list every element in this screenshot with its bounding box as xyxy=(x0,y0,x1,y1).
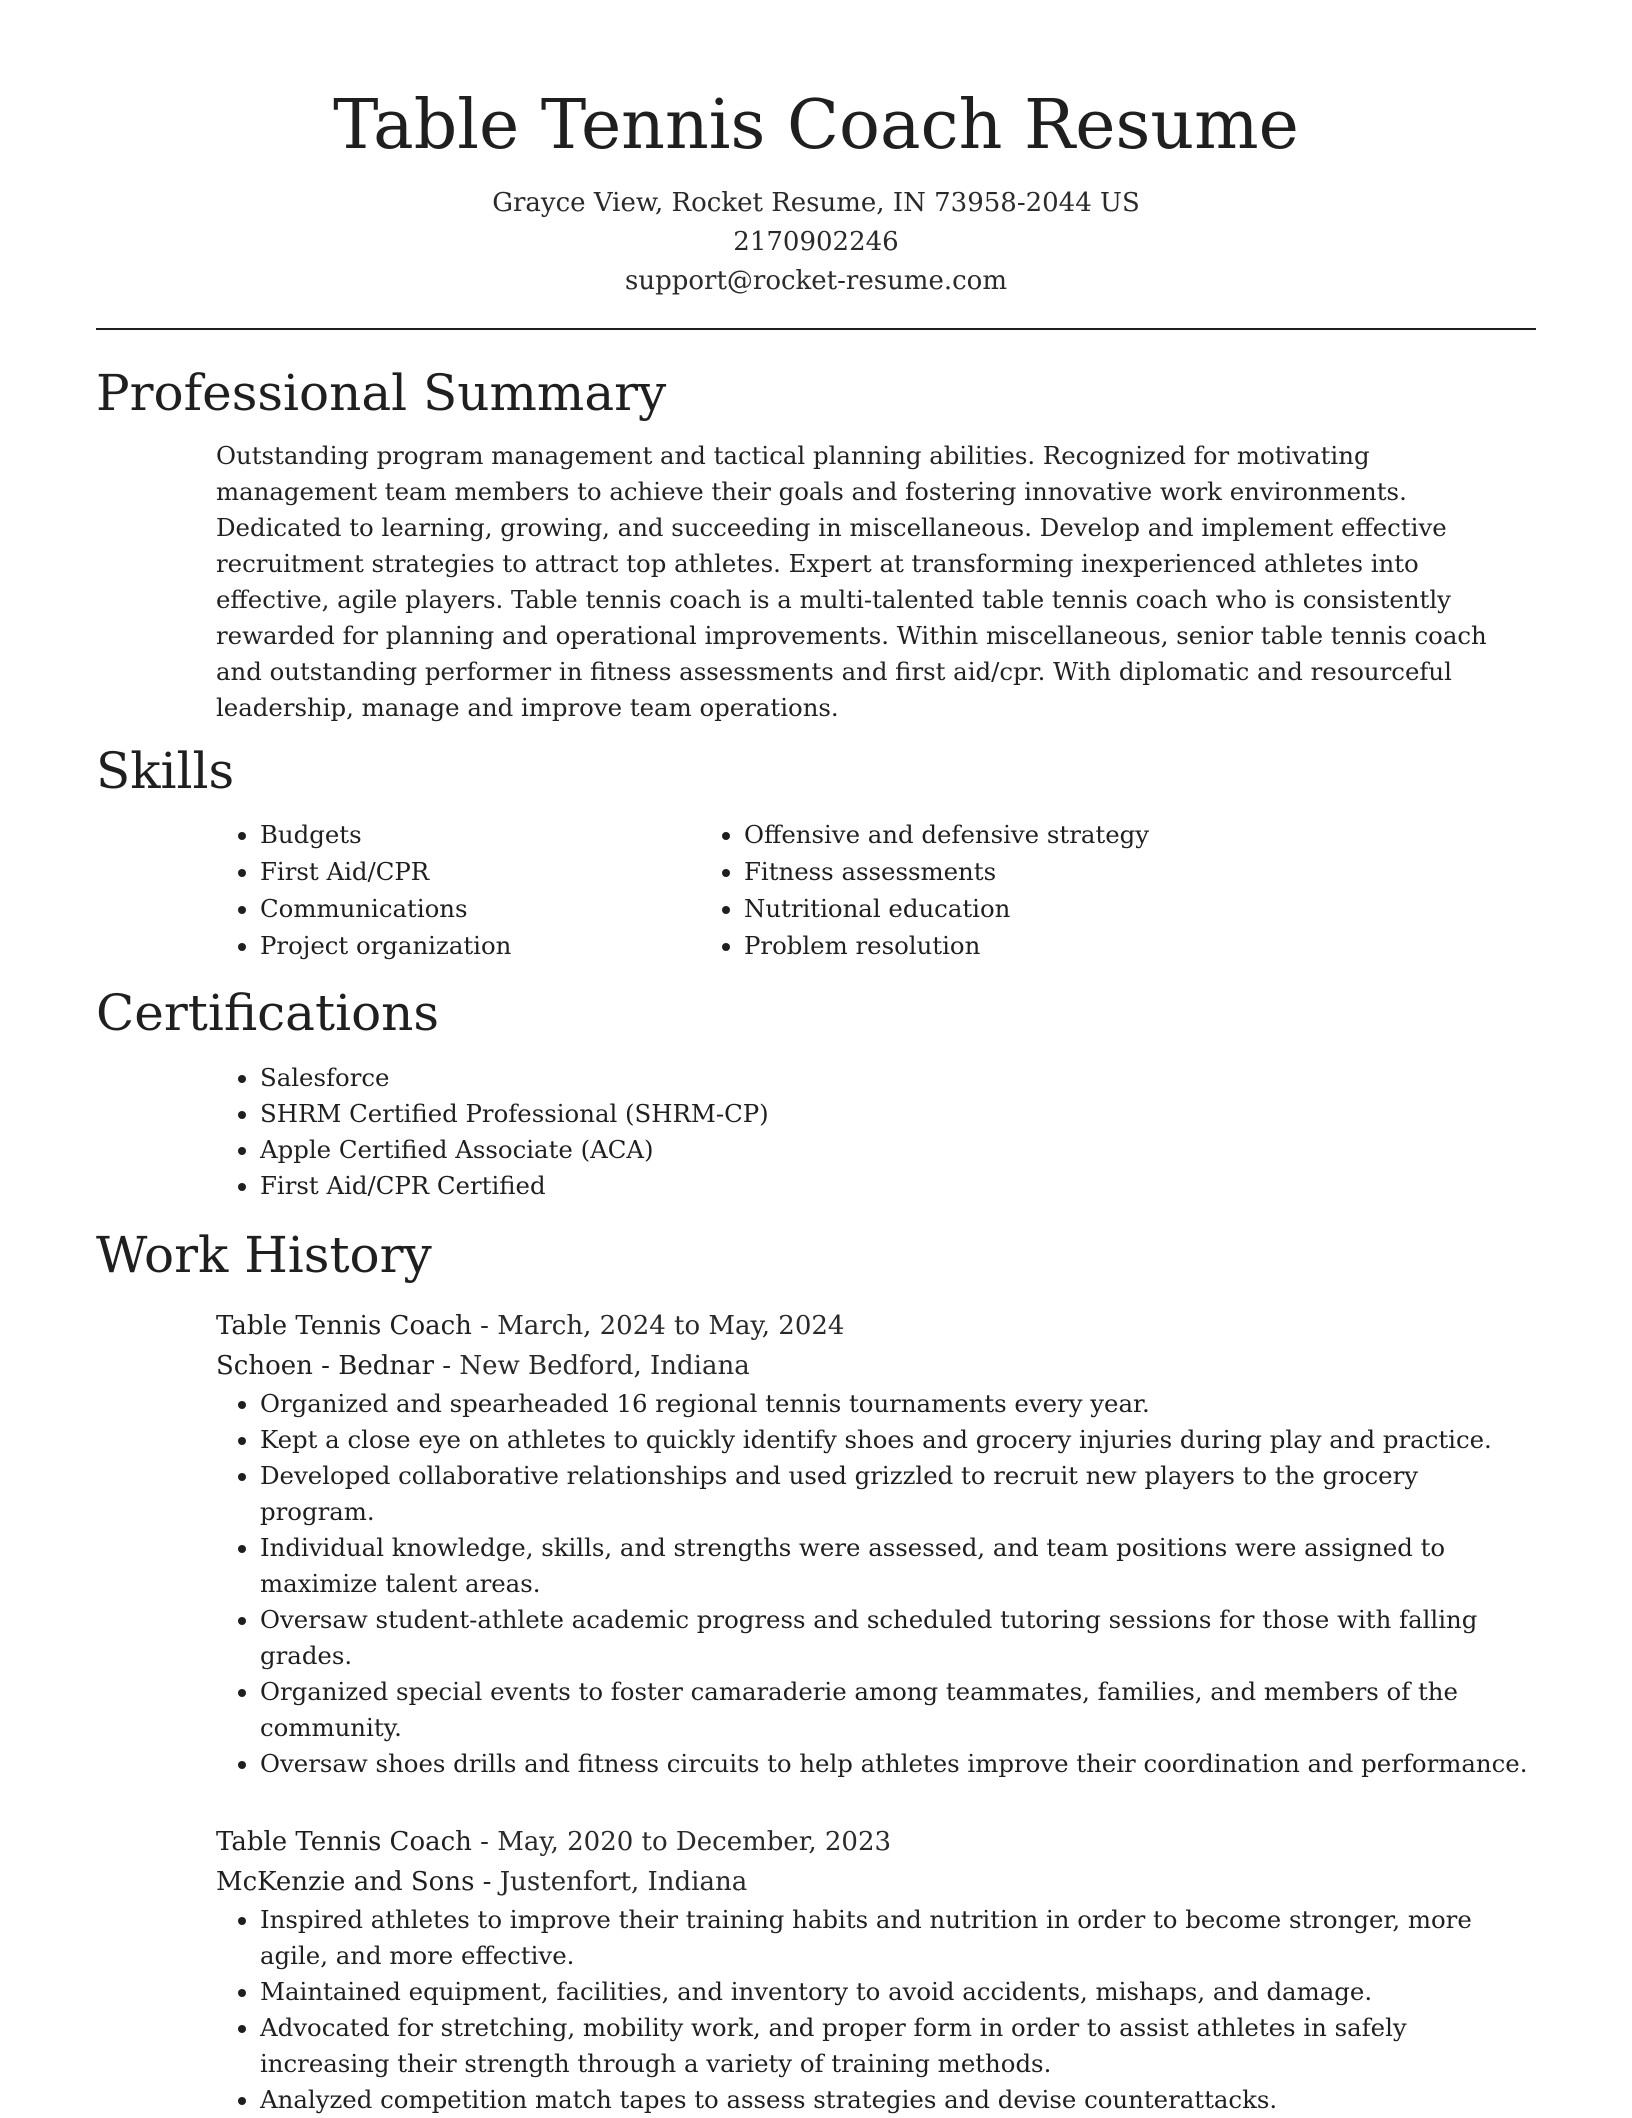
contact-address: Grayce View, Rocket Resume, IN 73958-2044 US xyxy=(492,188,1140,218)
job-header xyxy=(216,1306,1536,1386)
summary-text: Outstanding program management and tactical planning abilities. Recognized for motivating management team members to achieve their goals and fostering innovative work environments. Dedicated to learning, growing, and succeeding in miscellaneous. Develop and implement effective recruitment strategies to attract top athletes. Expert at transforming inexperienced athletes into effective, agile players. Table tennis coach is a multi-talented table tennis coach who is consistently rewarded for planning and operational improvements. Within miscellaneous, senior table tennis coach and outstanding performer in fitness assessments and first aid/cpr. With diplomatic and resourceful leadership, manage and improve team operations. xyxy=(216,441,1487,722)
certifications-list xyxy=(96,1060,1536,1204)
job-bullet: • Developed collaborative relationships and used grizzled to recruit new players to the grocery program. xyxy=(260,1458,1536,1530)
certification-item: • Salesforce xyxy=(260,1060,1536,1096)
job-bullet: • Inspired athletes to improve their training habits and nutrition in order to become stronger, more agile, and more effective. xyxy=(260,1902,1536,1974)
job-company-line xyxy=(216,1346,1536,1386)
contact-block xyxy=(96,184,1536,301)
skill-item: • Problem resolution xyxy=(744,927,1264,964)
header-divider xyxy=(96,328,1536,330)
job-bullets xyxy=(96,1902,1536,2118)
skill-item: • Nutritional education xyxy=(744,890,1264,927)
job-title: Table Tennis Coach xyxy=(216,1311,472,1341)
certification-item: • Apple Certified Associate (ACA) xyxy=(260,1132,1536,1168)
skills-list-left xyxy=(96,816,744,964)
skills-list-right xyxy=(744,816,1264,964)
skills-grid xyxy=(96,816,1536,964)
job-bullet: • Organized special events to foster camaraderie among teammates, families, and members of the community. xyxy=(260,1674,1536,1746)
job-bullet: • Oversaw shoes drills and fitness circuits to help athletes improve their coordination and performance. xyxy=(260,1746,1536,1782)
skill-item: • Communications xyxy=(260,890,744,927)
certifications-heading: Certifications xyxy=(96,984,440,1042)
work-history-section xyxy=(96,1224,1536,2118)
job-title-line xyxy=(216,1306,1536,1346)
skills-heading: Skills xyxy=(96,742,235,800)
job-dates: - May, 2020 to December, 2023 xyxy=(471,1827,892,1857)
job-bullet: • Kept a close eye on athletes to quickly identify shoes and grocery injuries during play and practice. xyxy=(260,1422,1536,1458)
skill-item: • First Aid/CPR xyxy=(260,853,744,890)
summary-heading: Professional Summary xyxy=(96,364,667,422)
job-location: - New Bedford, Indiana xyxy=(434,1351,750,1381)
job-company: Schoen - Bednar xyxy=(216,1351,435,1381)
skills-section xyxy=(96,740,1536,964)
skill-item: • Budgets xyxy=(260,816,744,853)
job-bullets xyxy=(96,1386,1536,1782)
summary-section xyxy=(96,362,1536,726)
job-dates: - March, 2024 to May, 2024 xyxy=(471,1311,845,1341)
job-header xyxy=(216,1822,1536,1902)
certification-item: • First Aid/CPR Certified xyxy=(260,1168,1536,1204)
contact-email: support@rocket-resume.com xyxy=(624,266,1007,296)
job-bullet: • Oversaw student-athlete academic progress and scheduled tutoring sessions for those with falling grades. xyxy=(260,1602,1536,1674)
contact-phone: 2170902246 xyxy=(733,227,899,257)
job-company: McKenzie and Sons xyxy=(216,1867,475,1897)
job-bullet: • Individual knowledge, skills, and strengths were assessed, and team positions were assigned to maximize talent areas. xyxy=(260,1530,1536,1602)
job-bullet: • Organized and spearheaded 16 regional tennis tournaments every year. xyxy=(260,1386,1536,1422)
job-company-line xyxy=(216,1862,1536,1902)
job-bullet: • Maintained equipment, facilities, and inventory to avoid accidents, mishaps, and damage. xyxy=(260,1974,1536,2010)
skill-item: • Offensive and defensive strategy xyxy=(744,816,1264,853)
certifications-section xyxy=(96,982,1536,1204)
skill-item: • Fitness assessments xyxy=(744,853,1264,890)
job-title: Table Tennis Coach xyxy=(216,1827,472,1857)
job-bullet: • Analyzed competition match tapes to assess strategies and devise counterattacks. xyxy=(260,2082,1536,2118)
skill-item: • Project organization xyxy=(260,927,744,964)
work-history-heading: Work History xyxy=(96,1226,432,1284)
job-title-line xyxy=(216,1822,1536,1862)
job-location: - Justenfort, Indiana xyxy=(474,1867,748,1897)
job-bullet: • Advocated for stretching, mobility work, and proper form in order to assist athletes in safely increasing their strength through a variety of training methods. xyxy=(260,2010,1536,2082)
certification-item: • SHRM Certified Professional (SHRM-CP) xyxy=(260,1096,1536,1132)
resume-title: Table Tennis Coach Resume xyxy=(333,86,1299,165)
